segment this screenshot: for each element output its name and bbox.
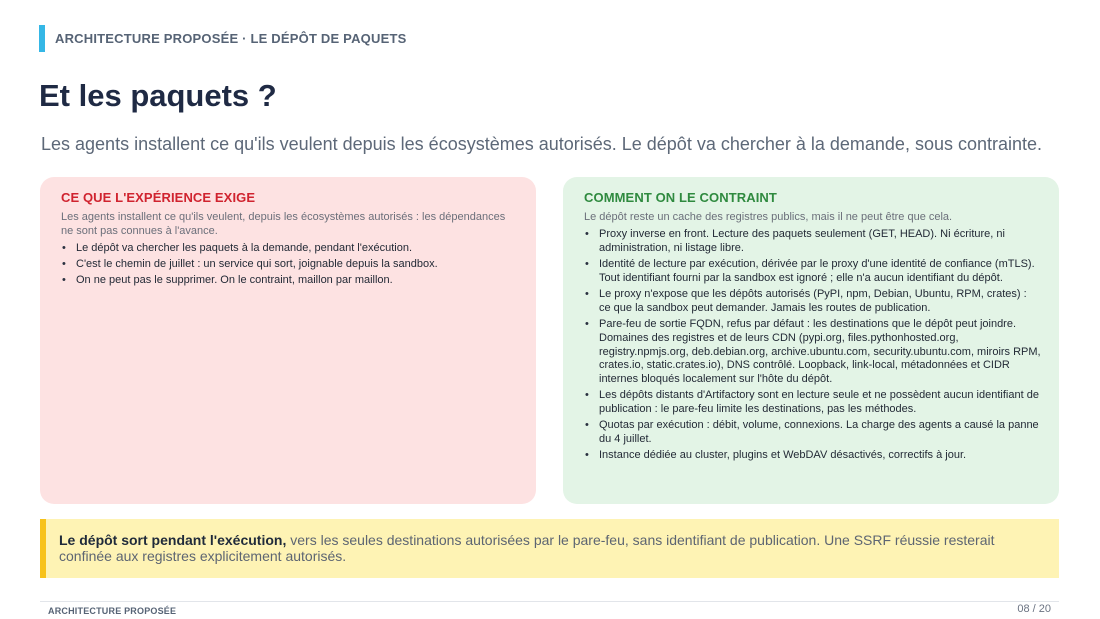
requirements-intro: Les agents installent ce qu'ils veulent, depuis les écosystèmes autorisés : les dépendances ne sont pas connues à l'avance. [61, 211, 506, 237]
list-item: • On ne peut pas le supprimer. On le contraint, maillon par maillon. [61, 274, 518, 288]
constraints-heading: COMMENT ON LE CONTRAINT [584, 190, 777, 205]
list-item: • Le dépôt va chercher les paquets à la demande, pendant l'exécution. [61, 242, 518, 256]
page-title: Et les paquets ? [39, 78, 277, 113]
requirements-heading: CE QUE L'EXPÉRIENCE EXIGE [61, 190, 256, 205]
list-item: • Identité de lecture par exécution, dérivée par le proxy d'une identité de confiance (mTLS). Tout identifiant fourni par la sandbox est ignoré ; elle n'a aucun identifiant du dépôt. [584, 258, 1041, 286]
list-item: • Quotas par exécution : débit, volume, connexions. La charge des agents a causé la panne du 4 juillet. [584, 419, 1041, 447]
list-item: • C'est le chemin de juillet : un service qui sort, joignable depuis la sandbox. [61, 258, 518, 272]
page-number: 08 / 20 [1017, 603, 1051, 615]
constraints-card [563, 177, 1059, 504]
constraints-intro: Le dépôt reste un cache des registres publics, mais il ne peut être que cela. [584, 211, 953, 223]
list-item: • Instance dédiée au cluster, plugins et WebDAV désactivés, correctifs à jour. [584, 449, 1041, 463]
page-subtitle: Les agents installent ce qu'ils veulent depuis les écosystèmes autorisés. Le dépôt va chercher à la demande, sous contrainte. [41, 134, 1043, 154]
list-item: • Pare-feu de sortie FQDN, refus par défaut : les destinations que le dépôt peut joindre. Domaines des registres et de leurs CDN (pypi.org, files.pythonhosted.org, registry.npmjs.org, deb.debian.org, archive.ubuntu.com, security.ubuntu.com, miroirs RPM, crates.io, static.crates.io), DNS contrôlé. Loopback, link-local, métadonnées et CIDR internes bloqués localement sur l'hôte du dépôt. [584, 318, 1041, 387]
constraints-list [584, 228, 1041, 463]
footer-section-label: ARCHITECTURE PROPOSÉE [48, 606, 177, 616]
requirements-card [40, 177, 536, 504]
list-item: • Le proxy n'expose que les dépôts autorisés (PyPI, npm, Debian, Ubuntu, RPM, crates) : ce que la sandbox peut demander. Jamais les routes de publication. [584, 288, 1041, 316]
list-item: • Proxy inverse en front. Lecture des paquets seulement (GET, HEAD). Ni écriture, ni administration, ni listage libre. [584, 228, 1041, 256]
section-tag-label: ARCHITECTURE PROPOSÉE · LE DÉPÔT DE PAQUETS [55, 31, 407, 46]
footer-divider [40, 601, 1059, 602]
requirements-list [61, 242, 518, 288]
callout-text: vers les seules destinations autorisées par le pare-feu, sans identifiant de publication. Une SSRF réussie resterait confinée aux registres explicitement autorisés. [59, 532, 995, 564]
section-tag [39, 25, 406, 52]
key-takeaway-callout [40, 519, 1059, 578]
list-item: • Les dépôts distants d'Artifactory sont en lecture seule et ne possèdent aucun identifiant de publication : le pare-feu limite les destinations, pas les méthodes. [584, 389, 1041, 417]
callout-bold-text: Le dépôt sort pendant l'exécution, [59, 532, 287, 548]
